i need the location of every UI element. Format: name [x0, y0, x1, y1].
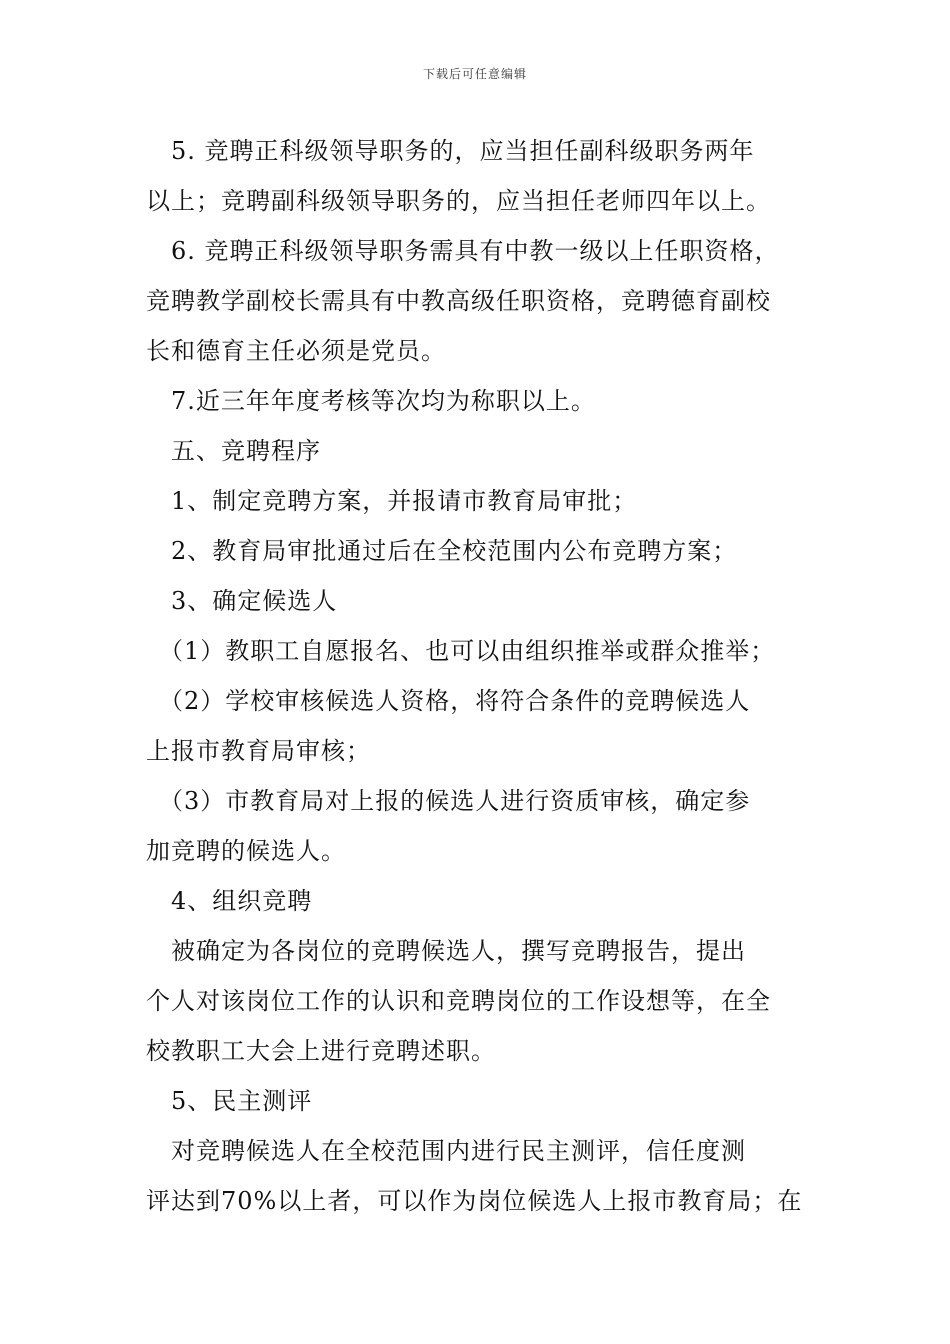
text-line: 7.近三年年度考核等次均为称职以上。 — [146, 387, 596, 415]
text-line: 6. 竞聘正科级领导职务需具有中教一级以上任职资格， — [146, 237, 780, 265]
text-line: 校教职工大会上进行竞聘述职。 — [146, 1037, 496, 1065]
text-line: 长和德育主任必须是党员。 — [146, 337, 446, 365]
section-heading: 五、竞聘程序 — [146, 437, 321, 465]
text-line: 2、教育局审批通过后在全校范围内公布竞聘方案； — [146, 537, 738, 565]
text-line: 以上；竞聘副科级领导职务的，应当担任老师四年以上。 — [146, 187, 771, 215]
text-line: 对竞聘候选人在全校范围内进行民主测评，信任度测 — [146, 1137, 746, 1165]
text-line: 5. 竞聘正科级领导职务的，应当担任副科级职务两年 — [146, 137, 755, 165]
page-header: 下载后可任意编辑 — [422, 67, 527, 81]
text-line: （2）学校审核候选人资格，将符合条件的竞聘候选人 — [146, 687, 751, 715]
text-line: 1、制定竞聘方案，并报请市教育局审批； — [146, 487, 638, 515]
text-line: 个人对该岗位工作的认识和竞聘岗位的工作设想等，在全 — [146, 987, 771, 1015]
text-line: 5、民主测评 — [146, 1087, 313, 1115]
text-line: 评达到70%以上者，可以作为岗位候选人上报市教育局；在 — [146, 1187, 803, 1215]
text-line: （3）市教育局对上报的候选人进行资质审核，确定参 — [146, 787, 751, 815]
text-line: 加竞聘的候选人。 — [146, 837, 346, 865]
text-line: 4、组织竞聘 — [146, 887, 313, 915]
text-line: 被确定为各岗位的竞聘候选人，撰写竞聘报告，提出 — [146, 937, 746, 965]
text-line: 3、确定候选人 — [146, 587, 338, 615]
text-line: 上报市教育局审核； — [146, 737, 371, 765]
text-line: 竞聘教学副校长需具有中教高级任职资格，竞聘德育副校 — [146, 287, 771, 315]
text-line: （1）教职工自愿报名、也可以由组织推举或群众推举； — [146, 637, 776, 665]
